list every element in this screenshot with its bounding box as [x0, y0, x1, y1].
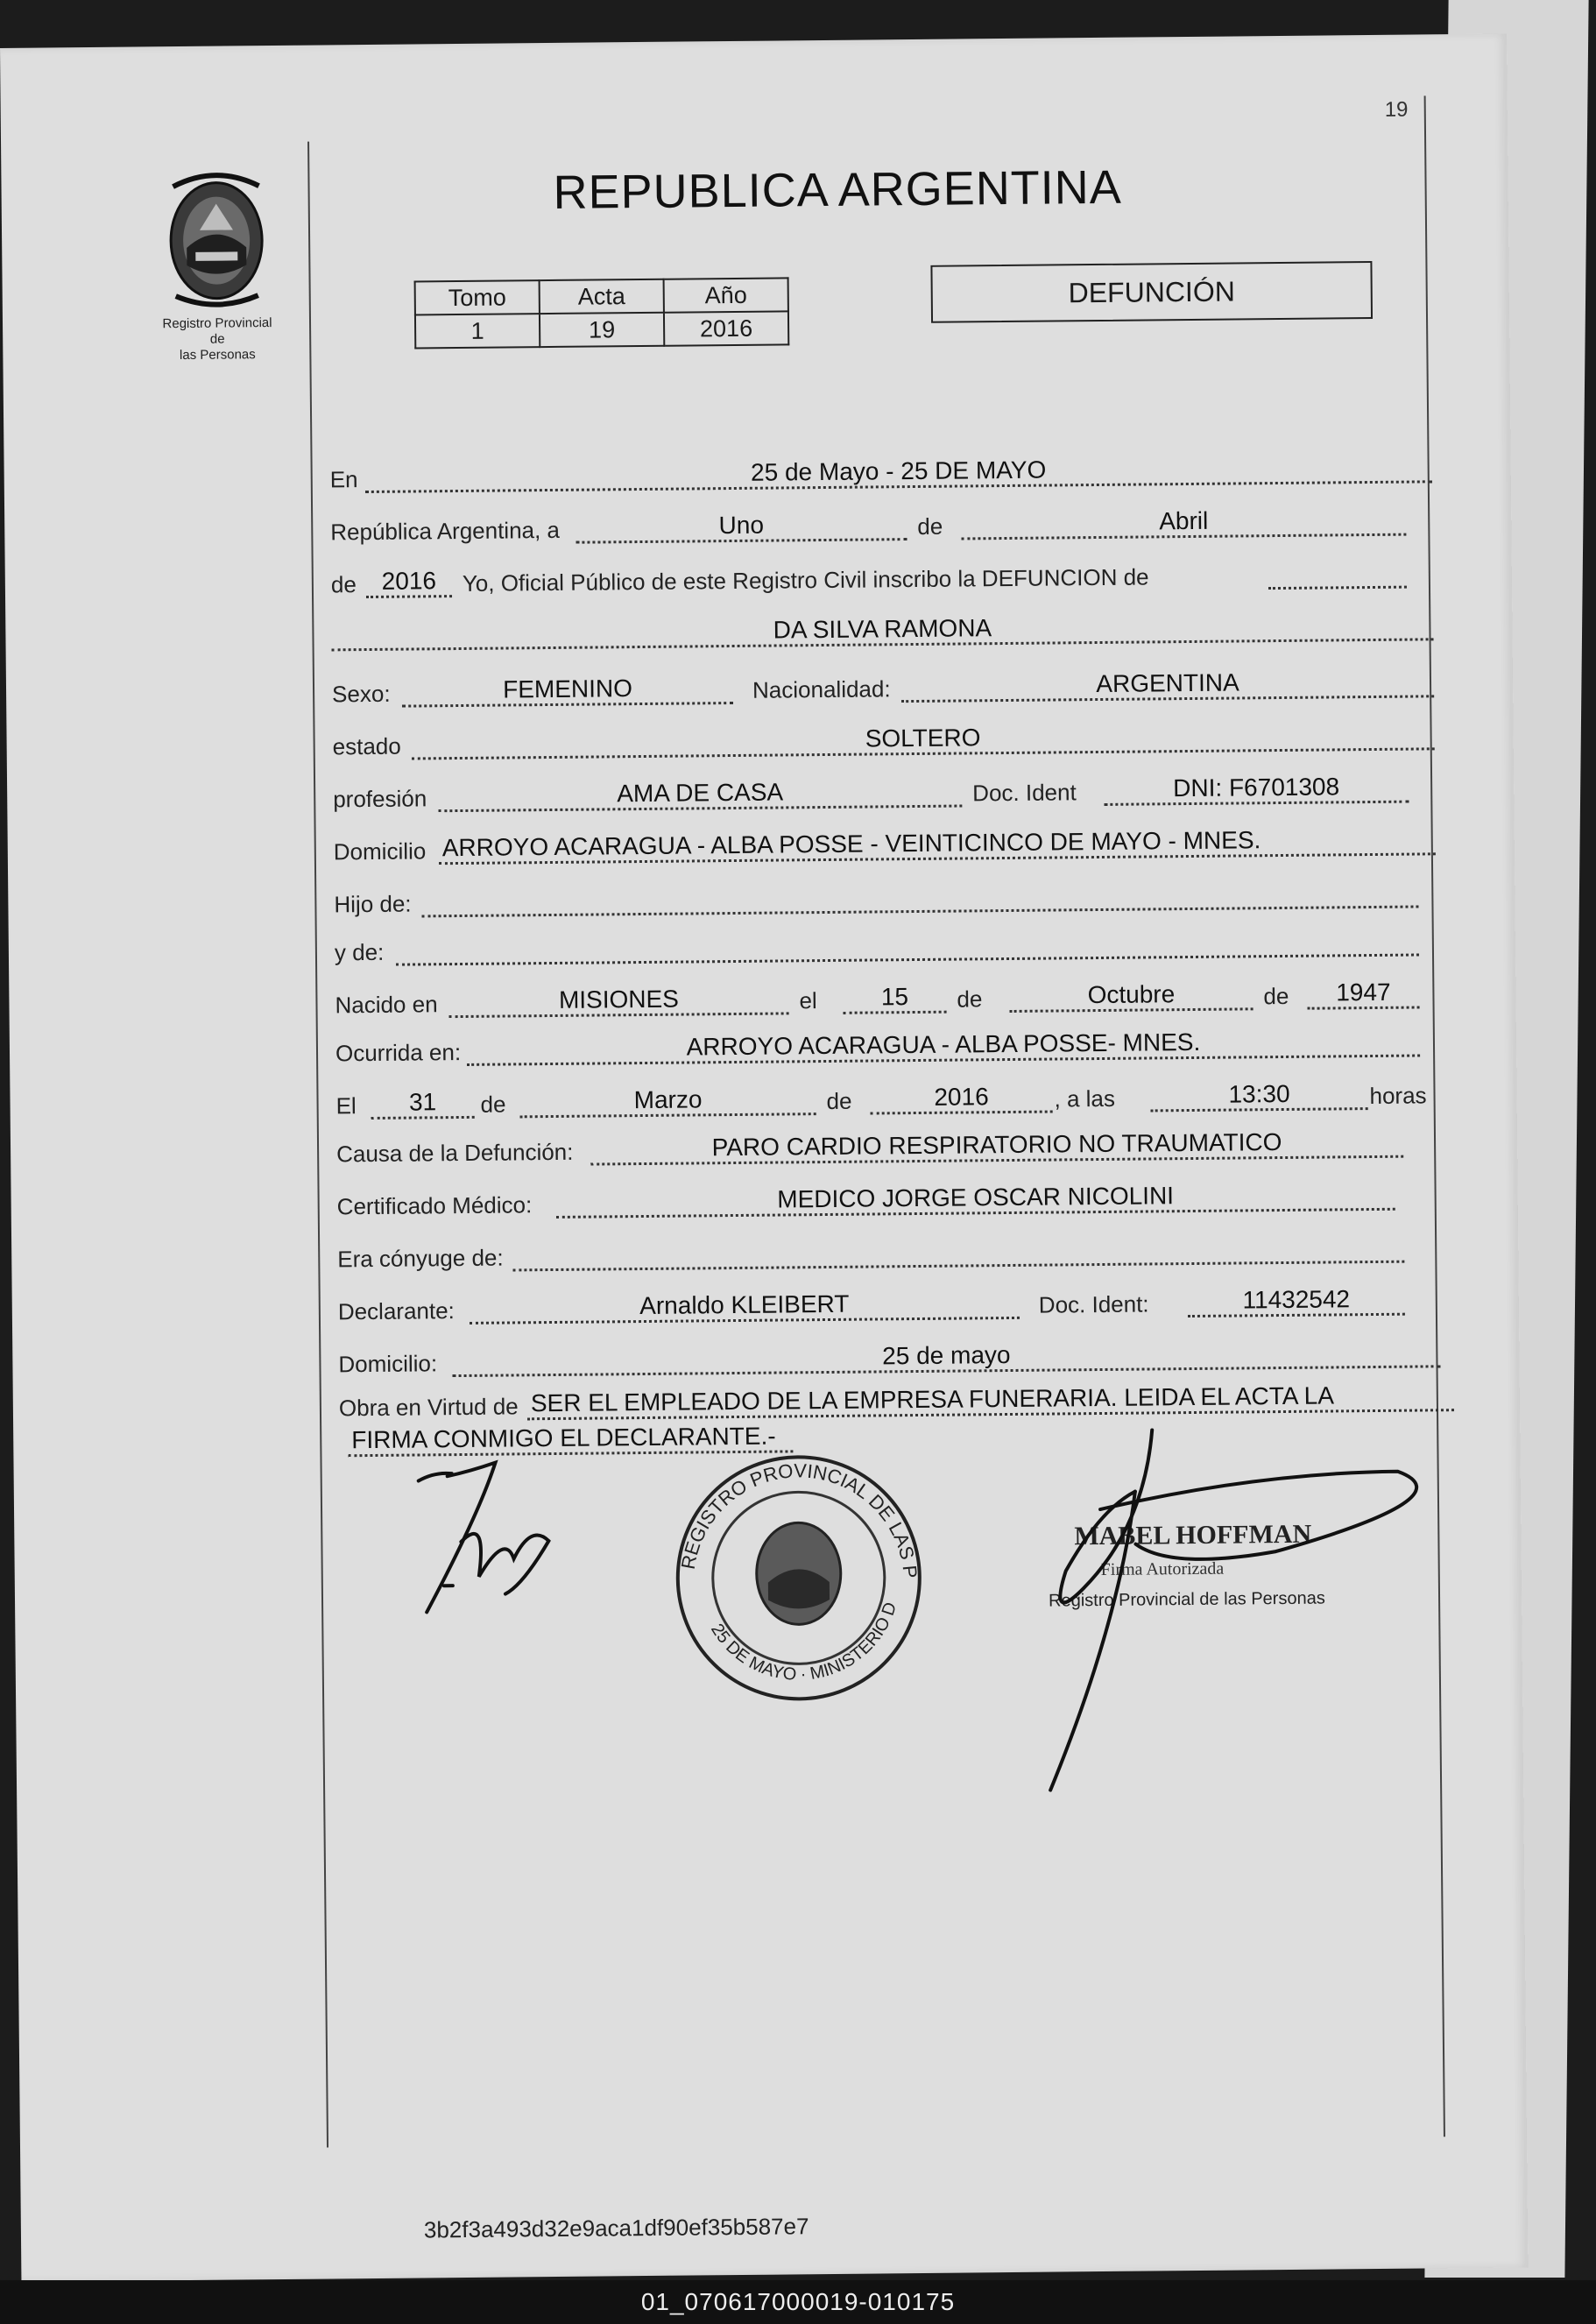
nacionalidad-field: ARGENTINA — [901, 667, 1434, 703]
stamp-ring-bottom-text: 25 DE MAYO · MINISTERIO DE GOBIERNO — [380, 1401, 901, 1685]
right-margin-line — [1424, 95, 1445, 2137]
row-death-date — [335, 1072, 1437, 1125]
province-coat-of-arms-icon — [164, 168, 269, 309]
decl-domicilio-field: 25 de mayo — [452, 1337, 1440, 1377]
conyuge-label: Era cónyuge de: — [337, 1244, 504, 1273]
registry-label — [160, 315, 275, 364]
causa-label: Causa de la Defunción: — [335, 1138, 574, 1168]
nacido-mes-field: Octubre — [1009, 979, 1253, 1013]
footer-id-bar: 01_070617000019-010175 — [0, 2280, 1596, 2324]
en-label: En — [329, 466, 358, 493]
profesion-field: AMA DE CASA — [438, 776, 962, 812]
row-birth — [335, 971, 1437, 1024]
ocurrida-label: Ocurrida en: — [335, 1039, 462, 1067]
declaration-text: Yo, Oficial Público de este Registro Civil inscribo la DEFUNCION de — [462, 563, 1149, 597]
row-sex-nationality — [332, 660, 1434, 713]
acta-header: Acta — [540, 279, 664, 314]
obra-line1-field: SER EL EMPLEADO DE LA EMPRESA FUNERARIA. LEIDA EL ACTA LA — [527, 1381, 1454, 1420]
declarante-label: Declarante: — [337, 1297, 455, 1325]
document-title: REPUBLICA ARGENTINA — [553, 160, 1123, 219]
muerte-dia-field: 31 — [371, 1088, 474, 1120]
muerte-mes-field: Marzo — [519, 1084, 816, 1118]
declaration-trailing-field — [1268, 586, 1407, 590]
place-field: 25 de Mayo - 25 DE MAYO — [365, 452, 1432, 493]
signatures-area — [381, 1401, 1437, 1831]
official-line3: Registro Provincial de las Personas — [1048, 1588, 1325, 1611]
row-name — [331, 604, 1433, 656]
sexo-field: FEMENINO — [402, 674, 733, 708]
muerte-hora-field: 13:30 — [1150, 1079, 1367, 1112]
declarant-signature-icon — [419, 1462, 550, 1612]
tomo-header: Tomo — [415, 280, 540, 314]
causa-field: PARO CARDIO RESPIRATORIO NO TRAUMATICO — [590, 1127, 1403, 1166]
decl-domicilio-label: Domicilio: — [338, 1350, 438, 1378]
official-name: MABEL HOFFMAN — [1074, 1519, 1312, 1551]
registry-round-stamp — [381, 1401, 922, 1703]
nacido-el-label: el — [799, 987, 817, 1014]
registry-label-line2: las Personas — [179, 347, 256, 364]
nacido-label: Nacido en — [335, 991, 438, 1019]
obra-label: Obra en Virtud de — [338, 1393, 519, 1422]
republica-label: República Argentina, a — [330, 516, 561, 546]
estado-field: SOLTERO — [411, 719, 1434, 759]
year-field: 2016 — [366, 567, 452, 598]
tomo-value: 1 — [415, 314, 540, 348]
official-line2: Firma Autorizada — [1100, 1558, 1225, 1580]
conyuge-field — [512, 1261, 1404, 1272]
row-parent2 — [335, 919, 1437, 971]
profesion-label: profesión — [333, 785, 427, 813]
nacido-anio-field: 1947 — [1307, 978, 1419, 1009]
domicilio-label: Domicilio — [333, 837, 427, 865]
anio-header: Año — [664, 278, 788, 312]
de-year-label: de — [330, 571, 357, 598]
deceased-name-field: DA SILVA RAMONA — [331, 610, 1433, 651]
record-type-box: DEFUNCIÓN — [930, 261, 1373, 323]
row-address — [334, 818, 1436, 871]
nacionalidad-label: Nacionalidad: — [752, 675, 891, 703]
obra-line2-field: FIRMA CONMIGO EL DECLARANTE.- — [348, 1422, 793, 1457]
nacido-lugar-field: MISIONES — [448, 984, 788, 1018]
certificado-field: MEDICO JORGE OSCAR NICOLINI — [556, 1180, 1395, 1219]
document-page — [0, 33, 1528, 2281]
alas-label: , a las — [1054, 1084, 1116, 1113]
day-words-field: Uno — [576, 510, 907, 544]
registry-label-line1: Registro Provincial de — [162, 315, 272, 347]
row-place — [329, 446, 1431, 498]
estado-label: estado — [332, 732, 401, 760]
row-parent1 — [334, 871, 1436, 923]
hijo-field — [422, 905, 1419, 917]
ocurrida-field: ARROYO ACARAGUA - ALBA POSSE- MNES. — [467, 1026, 1420, 1065]
hijo-label: Hijo de: — [334, 890, 412, 918]
province-seal — [159, 168, 274, 371]
nacido-de-label2: de — [1263, 982, 1289, 1010]
decl-doc-label: Doc. Ident: — [1038, 1290, 1149, 1318]
row-date — [330, 498, 1432, 551]
row-declaration — [331, 551, 1433, 604]
month-field: Abril — [961, 505, 1406, 540]
declarante-field: Arnaldo KLEIBERT — [470, 1289, 1020, 1324]
de-label: de — [917, 512, 943, 540]
row-certificate — [336, 1173, 1438, 1226]
nacido-de-label: de — [957, 985, 983, 1013]
book-reference-table — [414, 277, 790, 349]
row-profession — [333, 766, 1435, 818]
row-cause — [336, 1120, 1438, 1173]
decl-doc-field: 11432542 — [1188, 1285, 1405, 1317]
row-spouse — [337, 1226, 1439, 1278]
left-margin-line — [307, 142, 328, 2148]
el2-label: El — [335, 1092, 357, 1120]
certificado-label: Certificado Médico: — [336, 1191, 533, 1220]
signatures-svg — [381, 1401, 1437, 1831]
sexo-label: Sexo: — [331, 680, 391, 708]
document-hash: 3b2f3a493d32e9aca1df90ef35b587e7 — [423, 2213, 809, 2243]
muerte-de-label: de — [480, 1091, 506, 1118]
doc-ident-label: Doc. Ident — [972, 779, 1077, 807]
row-declarant — [338, 1278, 1440, 1331]
muerte-anio-field: 2016 — [870, 1083, 1052, 1115]
stamp-ring-top-text: REGISTRO PROVINCIAL DE LAS PERSONAS — [380, 1401, 922, 1579]
yde-label: y de: — [334, 938, 385, 966]
doc-ident-field: DNI: F6701308 — [1104, 773, 1409, 806]
acta-value: 19 — [540, 313, 664, 347]
anio-value: 2016 — [664, 311, 788, 345]
page-number: 19 — [1384, 97, 1409, 122]
horas-label: horas — [1369, 1082, 1427, 1110]
nacido-dia-field: 15 — [843, 983, 946, 1014]
row-death-place — [335, 1020, 1437, 1072]
yde-field — [396, 953, 1419, 965]
row-civil-status — [332, 713, 1434, 766]
muerte-de-label2: de — [826, 1087, 852, 1114]
domicilio-field: ARROYO ACARAGUA - ALBA POSSE - VEINTICINCO DE MAYO - MNES. — [439, 824, 1436, 865]
